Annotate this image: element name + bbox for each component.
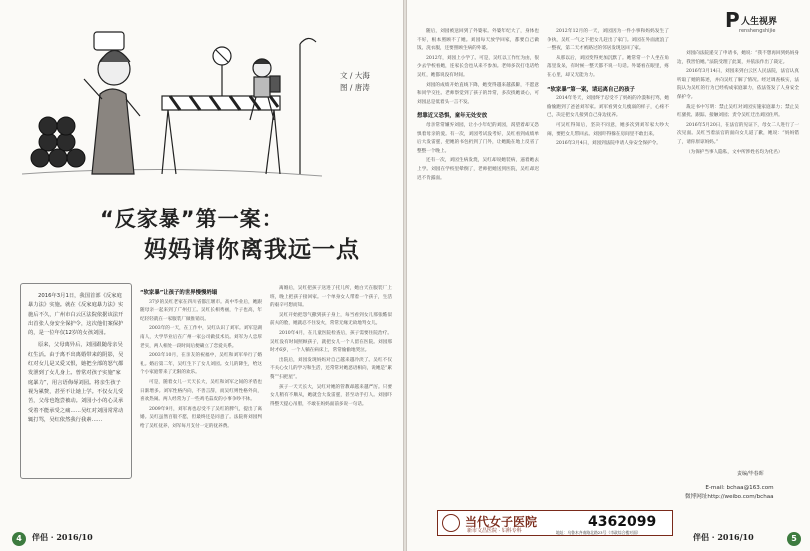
rubric-mark: P <box>725 8 740 32</box>
intro-paragraph: 原来，父母离异后，刘园跟随母亲吴红生活。由于离不出离婚带来的阴影，吴红对女儿是又爱又恨，她把全部的怒气都发泄到了女儿身上。曾常对孩子实施“家庭暴力”，用言语侮辱刘园。将亲生孩子视为累赘，甚至不让她上学。不仅女儿受苦，父母也饱尝被动。刘园小小的心灵承受着不能承受之痛……吴红对刘园常常动辄打骂，吴红依然我行我素…… <box>28 342 124 423</box>
body-paragraph: 刘园向法院递交了申请书，她说：“我不想再回到妈妈身边，我害怕她。”法院受理了此案，并依法作出了裁定。 <box>677 51 799 65</box>
hospital-advertisement <box>437 510 673 536</box>
page-number: 5 <box>787 532 801 546</box>
weibo-address: 微博网址http://weibo.com/bchaa <box>685 494 774 500</box>
hospital-address: 地址：乌鲁木齐南路北路23号（市政综合楼对面） <box>556 530 641 535</box>
body-paragraph: 37岁的吴红老家在四川省都江堰市。高中毕业后，她跟随母亲一起来到了广州打工。吴红长相秀丽，个子也高，年纪轻轻就在一家服装厂做推销员。 <box>140 299 262 322</box>
right-page <box>407 0 810 551</box>
body-paragraph: 母亲常常嫌弃刘园，让小小年纪的刘园，渴望着却又恐惧着母亲的爱。有一次，刘园考试没考好，吴红看到成绩单后大发雷霆，把她的书包扔到了门外，让她跪在地上反省了整整一个晚上。 <box>417 122 539 154</box>
article-title-line1: “反家暴”第一案： <box>100 207 284 231</box>
rubric-pinyin: renshengshijie <box>739 28 776 34</box>
email-address: E-mail: bchaa@163.com <box>705 485 774 491</box>
body-paragraph: 2003年10月，在亲友的祝福中，吴红和刘军举行了婚礼。婚后第二年，吴红生下了女儿刘园。女儿的降生，给这个小家庭带来了无限的欢乐。 <box>140 353 262 376</box>
body-paragraph: 2009年9月，刘军再也忍受不了吴红的脾气，提出了离婚。吴红虽然百般不愿，但最终还是同意了。法院将刘园判给了吴红抚养，刘军每月支付一定的抚养费。 <box>140 406 262 429</box>
body-paragraph: 孩子一天天长大，吴红对她的管教却越来越严厉。只要女儿稍有不顺从，她就会大发雷霆，甚至动手打人。刘园吓得整天提心吊胆，不敢在妈妈面前多说一句话。 <box>270 384 392 407</box>
body-paragraph: 2012年12月的一天，刘园因为一件小事和妈妈发生了争执，吴红一气之下把女儿赶出了家门。刘园在外面流浪了一整夜，第二天才被路过的邻居发现送回了家。 <box>547 29 669 52</box>
right-text-column-2 <box>547 28 669 498</box>
section-rubric <box>725 8 805 46</box>
folio: 伴侣 · 2016/10 <box>32 532 93 542</box>
illustrator-credit: 图 / 唐涛 <box>340 83 370 92</box>
body-paragraph: 裁定书中写明：禁止吴红对刘园实施家庭暴力；禁止吴红骚扰、跟踪、接触刘园；责令吴红迁出刘园住所。 <box>677 104 799 119</box>
writer-credit: 文 / 大海 <box>340 71 370 80</box>
body-paragraph: 随后，刘园被送回到了外婆家。外婆年纪大了，身体也不好，根本照顾不了她。刘园每天放学回家，都要自己做饭、洗衣服，还要照顾生病的外婆。 <box>417 29 539 52</box>
body-paragraph: 吴红开始把怨气撒到孩子身上，每当看到女儿那张酷似前夫的脸，她就忍不住发火，常常无缘无故地骂女儿。 <box>270 312 392 327</box>
body-paragraph: 2010年4月，在儿童医院检查后，孩子需要住院治疗。吴红没有时间照顾孩子，就把女儿一个人留在医院。刘园那时才6岁，一个人躺在病床上，常常偷偷地哭泣。 <box>270 330 392 354</box>
callout-heading: 想靠近又恐惧，童年无处安放 <box>417 113 488 120</box>
left-text-column-2 <box>270 285 392 510</box>
body-paragraph: 2003年的一天，在工作中，吴红认识了刘军。刘军是湖南人，大学毕业后在广州一家公司做技术员。刘军为人忠厚老实，两人相处一段时间后便确立了恋爱关系。 <box>140 326 262 349</box>
hospital-logo-icon <box>442 514 460 532</box>
body-paragraph: 2016年5月20日，在法官的见证下，母女二人进行了一次见面。吴红当着法官的面向女儿道了歉，她说：“妈妈错了，请你原谅妈妈。” <box>677 122 799 145</box>
body-paragraph: 2014年冬天，刘园终于忍受不了妈妈的冷漠和打骂，她偷偷跑到了爸爸刘军家。刘军看到女儿瘦弱的样子，心疼不已，决定把女儿接到自己身边抚养。 <box>547 96 669 119</box>
hospital-subtitle: 新市文昌医院 · 妇科专科 <box>467 528 522 534</box>
body-paragraph: 从那以后，刘园变得更加沉默了。她常常一个人坐在角落里发呆，有时候一整天都不说一句话。外婆看在眼里，疼在心里，却又无能为力。 <box>547 55 669 78</box>
rubric-label: 人生视界 <box>741 17 778 27</box>
body-paragraph: 刘园的成绩开始直线下降，她变得越来越孤僻，不愿意和同学交往。老师察觉到了孩子的异常，多次找她谈心，可刘园总是低着头一言不发。 <box>417 82 539 105</box>
body-paragraph: 还有一次，刘园生病发烧，吴红却说她装病，逼着她去上学。刘园在学校里晕倒了，老师把她送到医院，吴红却迟迟不肯露面。 <box>417 158 539 181</box>
intro-box <box>20 283 132 479</box>
hospital-phone: 4362099 <box>588 514 657 530</box>
body-paragraph: 2016年3月4日，刘园到法院申请人身安全保护令。 <box>556 141 661 147</box>
right-text-column-1 <box>417 28 539 498</box>
hospital-name: 当代女子医院 <box>465 515 538 529</box>
section-subhead: “软家暴”让孩子的世界慢慢坍塌 <box>140 290 218 296</box>
page-number: 4 <box>12 532 26 546</box>
body-paragraph: 可是，随着女儿一天天长大，吴红和刘军之间的矛盾也日渐增多。刘军性格内向，不善言辞，而吴红则性格外向，喜欢热闹。两人经常为了一些鸡毛蒜皮的小事争吵不休。 <box>140 379 262 403</box>
callout-heading: “软家暴”第一案，请远离自己的孩子 <box>547 86 635 93</box>
body-paragraph: 出院后，刘园发现妈妈对自己越来越冷淡了。吴红不仅不关心女儿的学习和生活，还常常对她恶语相向，说她是“累赘”“扫把星”。 <box>270 357 392 380</box>
folio: 伴侣 · 2016/10 <box>693 532 754 542</box>
intro-paragraph: 2016年3月1日，我国首部《反家庭暴力法》实施。就在《反家庭暴力法》实施后不久，广州市白云区法院依据该法开出首张人身安全保护令，这次他们案保护的，是一位年仅12岁的女孩刘园。 <box>28 293 124 337</box>
editor-credit: 责编/毕春晖 <box>737 471 764 477</box>
left-text-column-1 <box>140 285 262 510</box>
body-paragraph: 离婚后，吴红把孩子送进了托儿所，她白天在服装厂上班，晚上把孩子接回家。一个单身女人带着一个孩子，生活的艰辛可想而知。 <box>270 286 392 309</box>
body-paragraph: 可吴红得知后，坚决不同意，她多次到刘军家大吵大闹，要把女儿带回去。刘园吓得躲在房间里不敢出来。 <box>547 122 669 137</box>
cartoon-illustration <box>22 24 322 196</box>
right-text-column-3 <box>677 50 799 460</box>
article-title-line2: 妈妈请你离我远一点 <box>144 237 360 263</box>
body-paragraph: （为保护当事人隐私，文中所涉姓名均为化名） <box>686 149 783 155</box>
body-paragraph: 2016年3月14日，刘园来到白云区人民法院，法官认真听取了她的陈述，并向吴红了解了情况。经过调查核实，法院认为吴红的行为已经构成家庭暴力，依法签发了人身安全保护令。 <box>677 69 799 100</box>
contact-info <box>685 484 774 502</box>
body-paragraph: 2012年，刘园上小学了。可是，吴红以工作忙为由，很少去学校看她，连家长会也从来不参加。老师多次打电话给吴红，她都说没有时间。 <box>417 55 539 78</box>
left-page <box>0 0 403 551</box>
article-credits <box>340 70 370 94</box>
